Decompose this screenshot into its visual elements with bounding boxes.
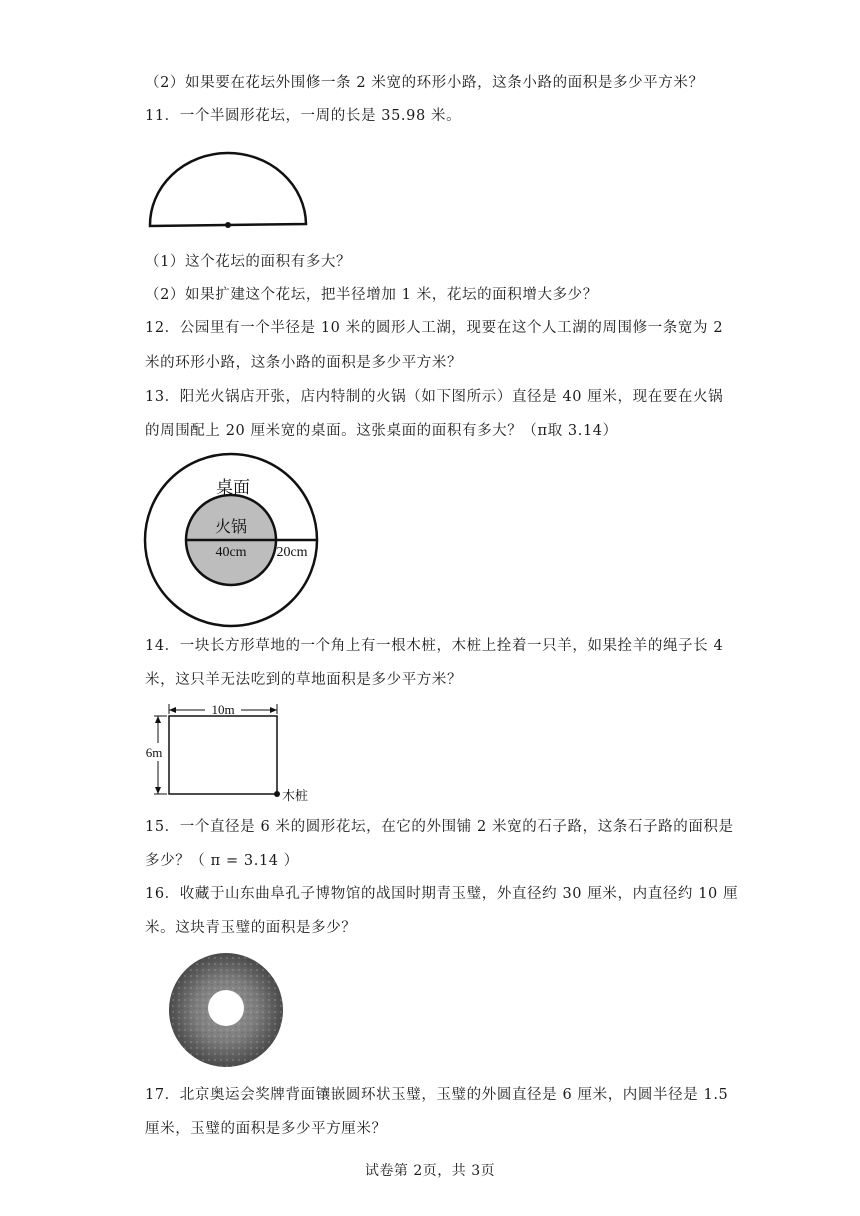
semicircle-center-dot: [225, 222, 231, 228]
hotpot-label: 火锅: [214, 517, 248, 536]
q17-line1: 17．北京奥运会奖牌背面镶嵌圆环状玉璧，玉璧的外圆直径是 6 厘米，内圆半径是 1.5: [145, 1087, 729, 1103]
q14-line1: 14．一块长方形草地的一个角上有一根木桩，木桩上拴着一只羊，如果拴羊的绳子长 4: [145, 638, 724, 654]
q10-part2: （2）如果要在花坛外围修一条 2 米宽的环形小路，这条小路的面积是多少平方米？: [145, 75, 704, 91]
stake-dot: [274, 791, 280, 797]
q17-line2: 厘米，玉璧的面积是多少平方厘米？: [145, 1121, 387, 1137]
q13-line1: 13．阳光火锅店开张，店内特制的火锅（如下图所示）直径是 40 厘米，现在要在火锅: [145, 389, 724, 405]
q14-line2: 米，这只羊无法吃到的草地面积是多少平方米？: [145, 672, 463, 688]
q12-line1: 12．公园里有一个半径是 10 米的圆形人工湖，现要在这个人工湖的周围修一条宽为 2: [145, 320, 724, 336]
jade-disc-hole: [208, 990, 244, 1026]
width-label: 20cm: [276, 545, 308, 560]
q13-line2: 的周围配上 20 厘米宽的桌面。这张桌面的面积有多大？（π取 3.14）: [145, 423, 618, 439]
q11-part2: （2）如果扩建这个花坛，把半径增加 1 米，花坛的面积增大多少？: [145, 287, 598, 303]
rectangle-figure: [140, 700, 330, 808]
q15-line1: 15．一个直径是 6 米的圆形花坛，在它的外围铺 2 米宽的石子路，这条石子路的面积是: [145, 819, 734, 835]
page-footer: 试卷第 2页，共 3页: [364, 1163, 496, 1179]
diameter-label: 40cm: [215, 545, 247, 560]
jade-disc-image: [165, 950, 290, 1070]
q11-title: 11．一个半圆形花坛，一周的长是 35.98 米。: [145, 108, 462, 124]
width-dimension-label: 10m: [211, 702, 235, 717]
table-label: 桌面: [216, 478, 250, 498]
semicircle-arc: [150, 153, 306, 226]
grass-rectangle: [169, 716, 277, 794]
q15-line2: 多少？（ π = 3.14 ）: [145, 853, 299, 869]
height-dimension-label: 6m: [145, 745, 163, 760]
q11-part1: （1）这个花坛的面积有多大？: [145, 254, 352, 270]
q12-line2: 米的环形小路，这条小路的面积是多少平方米？: [145, 355, 463, 371]
q16-line1: 16．收藏于山东曲阜孔子博物馆的战国时期青玉璧，外直径约 30 厘米，内直径约 10 厘: [145, 886, 739, 902]
q16-line2: 米。这块青玉璧的面积是多少？: [145, 920, 357, 936]
semicircle-figure: [140, 140, 320, 240]
stake-label: 木桩: [282, 789, 309, 804]
hotpot-figure: [140, 450, 340, 630]
